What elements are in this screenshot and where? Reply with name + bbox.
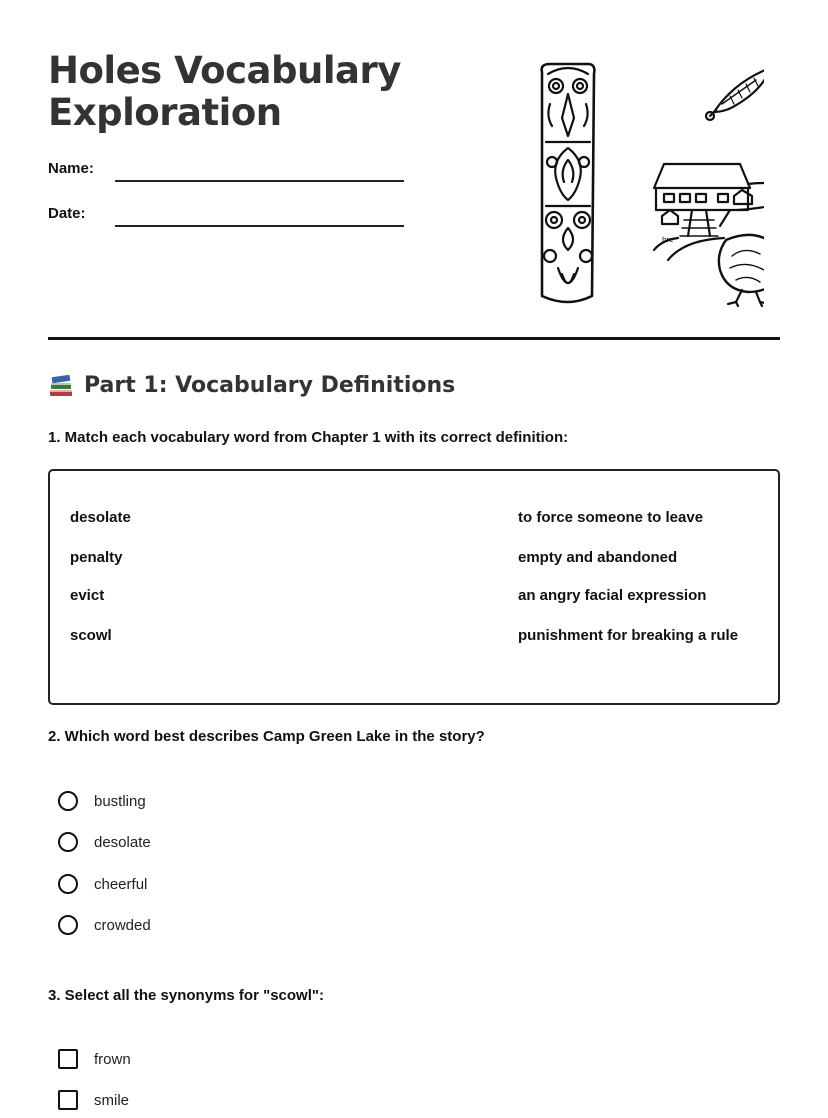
question-2-prompt: 2. Which word best describes Camp Green Lake in the story? xyxy=(48,728,485,745)
radio-button[interactable] xyxy=(58,874,78,894)
kiwi-bird-icon xyxy=(719,235,764,306)
option-label: smile xyxy=(94,1091,130,1109)
match-word[interactable]: desolate xyxy=(70,509,131,526)
title-line-1: Holes Vocabulary xyxy=(48,49,401,92)
radio-option[interactable] xyxy=(58,832,151,852)
question-3-prompt: 3. Select all the synonyms for "scowl": xyxy=(48,987,324,1004)
option-label: cheerful xyxy=(94,875,148,893)
part1-heading xyxy=(48,372,455,398)
option-label: bustling xyxy=(94,792,146,810)
worksheet-title xyxy=(48,50,468,134)
checkbox[interactable] xyxy=(58,1049,78,1069)
name-field-line[interactable] xyxy=(115,180,404,182)
part1-title: Part 1: Vocabulary Definitions xyxy=(84,372,456,398)
match-word[interactable]: scowl xyxy=(70,627,112,644)
match-word[interactable]: penalty xyxy=(70,549,123,566)
radio-option[interactable] xyxy=(58,791,146,811)
radio-option[interactable] xyxy=(58,874,147,894)
header-divider xyxy=(48,337,780,340)
option-label: frown xyxy=(94,1050,131,1068)
radio-option[interactable] xyxy=(58,915,151,935)
title-line-2: Exploration xyxy=(48,91,282,134)
name-label: Name: xyxy=(48,160,94,177)
date-label: Date: xyxy=(48,205,86,222)
match-definition[interactable]: punishment for breaking a rule xyxy=(518,627,739,644)
maori-carving-kiwi-illustration xyxy=(534,60,764,310)
match-word[interactable]: evict xyxy=(70,587,105,604)
totem-pole-icon xyxy=(542,64,595,302)
match-definition[interactable]: to force someone to leave xyxy=(518,509,704,526)
feather-icon xyxy=(706,68,764,120)
checkbox-option[interactable] xyxy=(58,1090,129,1110)
books-icon xyxy=(48,372,74,398)
meeting-house-icon xyxy=(654,164,752,236)
radio-button[interactable] xyxy=(58,791,78,811)
worksheet-page xyxy=(48,0,780,1118)
radio-button[interactable] xyxy=(58,832,78,852)
matching-box xyxy=(48,469,780,705)
option-label: desolate xyxy=(94,833,151,851)
match-definition[interactable]: an angry facial expression xyxy=(518,587,707,604)
date-field-line[interactable] xyxy=(115,225,404,227)
question-1-prompt: 1. Match each vocabulary word from Chapter 1 with its correct definition: xyxy=(48,429,569,446)
checkbox-option[interactable] xyxy=(58,1049,131,1069)
match-definition[interactable]: empty and abandoned xyxy=(518,549,678,566)
svg-text:hre: hre xyxy=(662,236,674,244)
checkbox[interactable] xyxy=(58,1090,78,1110)
radio-button[interactable] xyxy=(58,915,78,935)
option-label: crowded xyxy=(94,916,151,934)
